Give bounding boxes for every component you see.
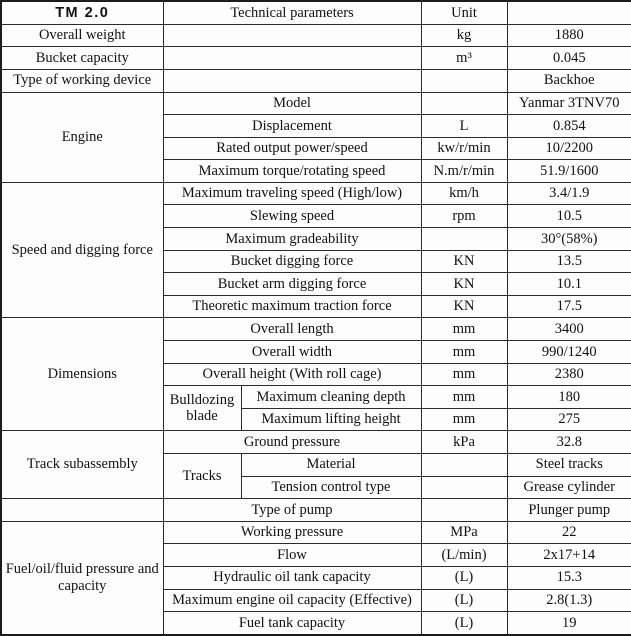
category-cell: Bucket capacity bbox=[1, 47, 163, 70]
subgroup-cell-bulldozing-blade: Bulldozing blade bbox=[163, 386, 241, 431]
value-cell: 19 bbox=[507, 612, 631, 635]
value-cell: 2380 bbox=[507, 363, 631, 386]
value-cell: 10/2200 bbox=[507, 137, 631, 160]
table-row bbox=[1, 318, 631, 341]
param-cell bbox=[163, 24, 421, 47]
value-cell: 0.045 bbox=[507, 47, 631, 70]
value-cell: 13.5 bbox=[507, 250, 631, 273]
value-header-cell bbox=[507, 1, 631, 24]
param-cell: Maximum engine oil capacity (Effective) bbox=[163, 589, 421, 612]
param-cell: Rated output power/speed bbox=[163, 137, 421, 160]
category-cell: Type of working device bbox=[1, 69, 163, 92]
unit-cell: m³ bbox=[421, 47, 507, 70]
value-cell: 2.8(1.3) bbox=[507, 589, 631, 612]
table-row bbox=[1, 431, 631, 454]
unit-cell bbox=[421, 228, 507, 251]
unit-cell: (L/min) bbox=[421, 544, 507, 567]
param-cell: Fuel tank capacity bbox=[163, 612, 421, 635]
param-cell: Model bbox=[163, 92, 421, 115]
param-cell: Material bbox=[241, 454, 421, 477]
value-cell: 17.5 bbox=[507, 295, 631, 318]
param-cell: Theoretic maximum traction force bbox=[163, 295, 421, 318]
unit-cell: mm bbox=[421, 386, 507, 409]
param-cell bbox=[163, 47, 421, 70]
value-cell: 275 bbox=[507, 408, 631, 431]
value-cell: 990/1240 bbox=[507, 341, 631, 364]
param-cell: Overall width bbox=[163, 341, 421, 364]
value-cell: Grease cylinder bbox=[507, 476, 631, 499]
unit-cell: mm bbox=[421, 318, 507, 341]
value-cell: 15.3 bbox=[507, 566, 631, 589]
value-cell: Yanmar 3TNV70 bbox=[507, 92, 631, 115]
category-cell-engine: Engine bbox=[1, 92, 163, 182]
param-cell: Hydraulic oil tank capacity bbox=[163, 566, 421, 589]
unit-cell: kw/r/min bbox=[421, 137, 507, 160]
param-cell: Ground pressure bbox=[163, 431, 421, 454]
param-cell: Displacement bbox=[163, 115, 421, 138]
param-cell: Maximum gradeability bbox=[163, 228, 421, 251]
value-cell: Steel tracks bbox=[507, 454, 631, 477]
param-cell: Flow bbox=[163, 544, 421, 567]
param-cell: Maximum lifting height bbox=[241, 408, 421, 431]
unit-cell: (L) bbox=[421, 566, 507, 589]
subgroup-cell-tracks: Tracks bbox=[163, 454, 241, 499]
model-name-cell: TM 2.0 bbox=[1, 1, 163, 24]
table-row bbox=[1, 24, 631, 47]
value-cell: 180 bbox=[507, 386, 631, 409]
param-cell: Maximum torque/rotating speed bbox=[163, 160, 421, 183]
param-cell bbox=[163, 69, 421, 92]
unit-cell: KN bbox=[421, 273, 507, 296]
category-cell-dimensions: Dimensions bbox=[1, 318, 163, 431]
value-cell: 30°(58%) bbox=[507, 228, 631, 251]
category-cell-speed: Speed and digging force bbox=[1, 182, 163, 318]
param-cell: Slewing speed bbox=[163, 205, 421, 228]
value-cell: 2x17+14 bbox=[507, 544, 631, 567]
value-cell: 10.5 bbox=[507, 205, 631, 228]
param-cell: Overall length bbox=[163, 318, 421, 341]
param-header-cell: Technical parameters bbox=[163, 1, 421, 24]
category-cell-empty bbox=[1, 499, 163, 522]
param-cell: Type of pump bbox=[163, 499, 421, 522]
table-row bbox=[1, 182, 631, 205]
value-cell: 3.4/1.9 bbox=[507, 182, 631, 205]
param-cell: Bucket digging force bbox=[163, 250, 421, 273]
param-cell: Maximum cleaning depth bbox=[241, 386, 421, 409]
param-cell: Maximum traveling speed (High/low) bbox=[163, 182, 421, 205]
category-cell: Overall weight bbox=[1, 24, 163, 47]
unit-cell: (L) bbox=[421, 612, 507, 635]
value-cell: 3400 bbox=[507, 318, 631, 341]
value-cell: 1880 bbox=[507, 24, 631, 47]
unit-cell: kg bbox=[421, 24, 507, 47]
value-cell: 51.9/1600 bbox=[507, 160, 631, 183]
param-cell: Overall height (With roll cage) bbox=[163, 363, 421, 386]
unit-cell: mm bbox=[421, 341, 507, 364]
unit-cell: L bbox=[421, 115, 507, 138]
header-row bbox=[1, 1, 631, 24]
table-row bbox=[1, 69, 631, 92]
table-row bbox=[1, 92, 631, 115]
value-cell: 22 bbox=[507, 521, 631, 544]
unit-cell: KN bbox=[421, 295, 507, 318]
unit-cell: mm bbox=[421, 408, 507, 431]
unit-cell bbox=[421, 454, 507, 477]
param-cell: Working pressure bbox=[163, 521, 421, 544]
category-cell-fuel-oil-fluid: Fuel/oil/fluid pressure and capacity bbox=[1, 521, 163, 635]
unit-cell bbox=[421, 476, 507, 499]
param-cell: Tension control type bbox=[241, 476, 421, 499]
value-cell: 10.1 bbox=[507, 273, 631, 296]
value-cell: Backhoe bbox=[507, 69, 631, 92]
value-cell: 32.8 bbox=[507, 431, 631, 454]
unit-cell: kPa bbox=[421, 431, 507, 454]
unit-cell bbox=[421, 69, 507, 92]
table-row bbox=[1, 521, 631, 544]
category-cell-track-subassembly: Track subassembly bbox=[1, 431, 163, 499]
unit-cell: KN bbox=[421, 250, 507, 273]
param-cell: Bucket arm digging force bbox=[163, 273, 421, 296]
unit-cell bbox=[421, 499, 507, 522]
unit-cell: km/h bbox=[421, 182, 507, 205]
unit-cell: N.m/r/min bbox=[421, 160, 507, 183]
table-row bbox=[1, 47, 631, 70]
unit-cell bbox=[421, 92, 507, 115]
value-cell: Plunger pump bbox=[507, 499, 631, 522]
unit-cell: rpm bbox=[421, 205, 507, 228]
unit-cell: MPa bbox=[421, 521, 507, 544]
table-row bbox=[1, 499, 631, 522]
unit-header-cell: Unit bbox=[421, 1, 507, 24]
value-cell: 0.854 bbox=[507, 115, 631, 138]
unit-cell: (L) bbox=[421, 589, 507, 612]
unit-cell: mm bbox=[421, 363, 507, 386]
